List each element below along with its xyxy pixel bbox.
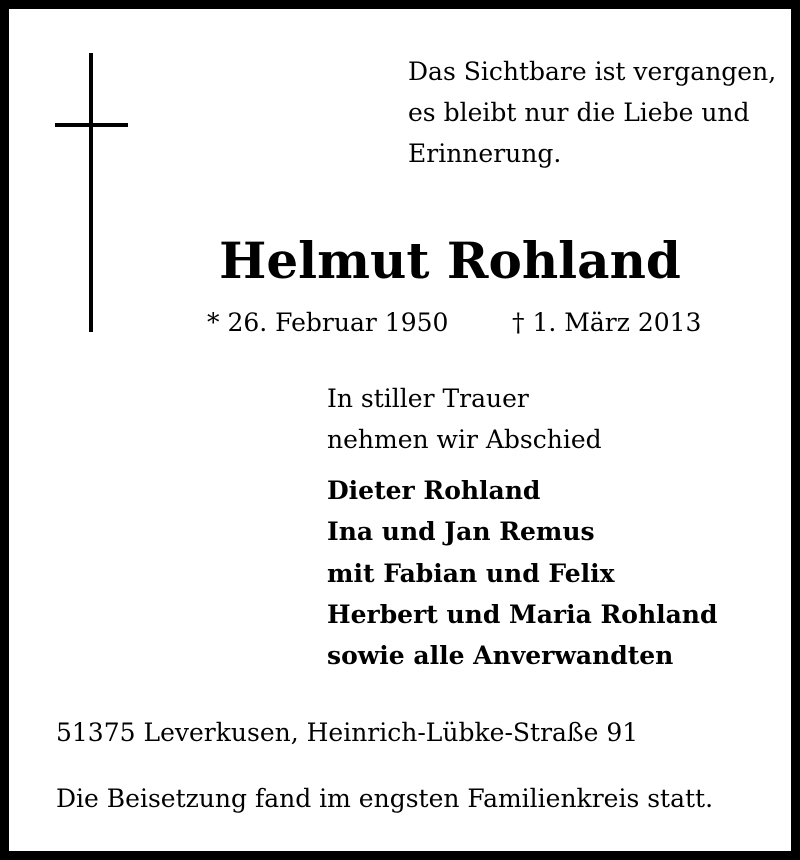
memorial-quote [408, 51, 777, 174]
cross-horizontal-bar [55, 123, 128, 127]
birth-date: * 26. Februar 1950 [207, 308, 449, 337]
mourning-line: In stiller Trauer [327, 384, 529, 413]
quote-line: es bleibt nur die Liebe und [408, 98, 750, 127]
mourner-entry: Dieter Rohland [327, 476, 541, 505]
burial-note: Die Beisetzung fand im engsten Familienkreis statt. [56, 784, 714, 813]
mourner-entry: mit Fabian und Felix [327, 558, 615, 588]
mourner-entry: Ina und Jan Remus [327, 517, 595, 547]
mourner-entry: sowie alle Anverwandten [327, 641, 674, 671]
death-date: † 1. März 2013 [512, 308, 702, 337]
mourning-text [327, 378, 602, 460]
mourning-line: nehmen wir Abschied [327, 425, 602, 454]
mourner-entry: Herbert und Maria Rohland [327, 599, 718, 629]
address: 51375 Leverkusen, Heinrich-Lübke-Straße 91 [56, 718, 639, 747]
mourners-list [327, 470, 717, 676]
quote-line: Das Sichtbare ist vergangen, [408, 57, 777, 86]
deceased-name: Helmut Rohland [219, 231, 681, 290]
quote-line: Erinnerung. [408, 139, 562, 168]
